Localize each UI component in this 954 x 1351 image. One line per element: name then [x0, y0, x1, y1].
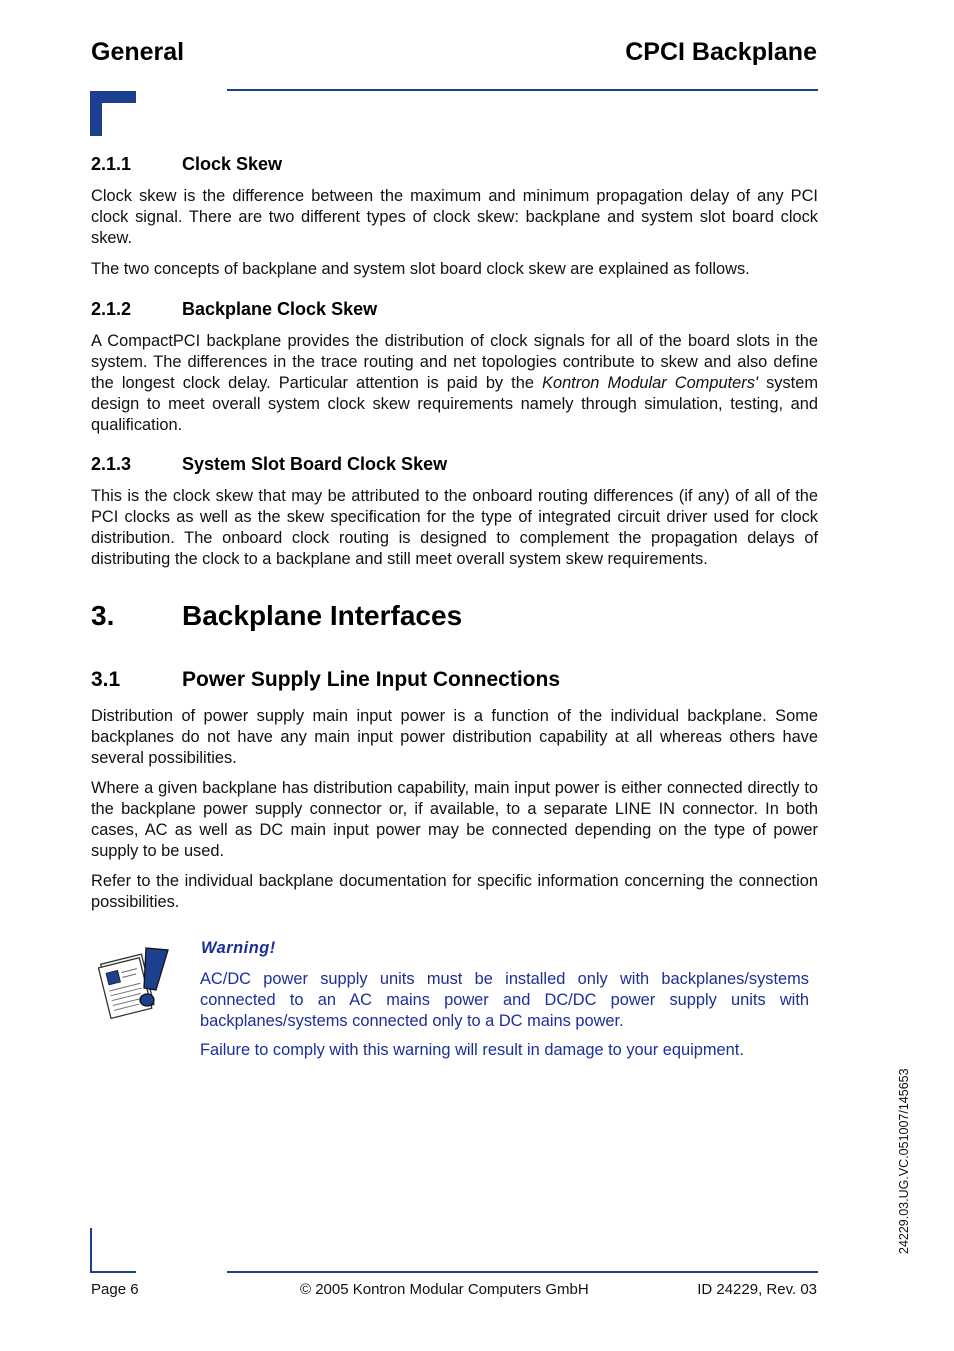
heading-power-supply-line-input: 3.1 Power Supply Line Input Connections [91, 668, 561, 691]
heading-backplane-clock-skew: 2.1.2 Backplane Clock Skew [91, 299, 378, 319]
footer-rule [227, 1271, 818, 1273]
warning-text-2: Failure to comply with this warning will result in damage to your equipment. [200, 1041, 744, 1059]
paragraph-clock-skew-1: Clock skew is the difference between the maximum and minimum propagation delay of any PCI clock signal. There are two different types of clock skew: backplane and system slot board clock skew. [91, 187, 818, 247]
corner-mark-top [90, 91, 136, 136]
company-name: Kontron Modular Computers' [542, 374, 759, 392]
footer-copyright: © 2005 Kontron Modular Computers GmbH [300, 1281, 589, 1298]
paragraph-clock-skew-2: The two concepts of backplane and system slot board clock skew are explained as follows. [91, 260, 750, 278]
paragraph-system-slot-clock-skew: This is the clock skew that may be attributed to the onboard routing differences (if any) of all of the PCI clocks as well as the skew specification for the type of integrated circuit driver used for clock distribution. The onboard clock routing is designed to complement the propagation delays of distributing the clock to a backplane and still meet overall system skew requirements. [91, 487, 818, 568]
corner-mark-bottom [90, 1228, 136, 1273]
footer-document-id: ID 24229, Rev. 03 [697, 1281, 817, 1298]
header-product: CPCI Backplane [625, 38, 817, 66]
paragraph-backplane-clock-skew: A CompactPCI backplane provides the distribution of clock signals for all of the board slots in the system. The differences in the trace routing and net topologies contribute to skew and also define the longest clock delay. Particular attention is paid by the Kontron Modular Computers' system design to meet overall system clock skew requirements namely through simulation, testing, and qualification. [91, 332, 818, 434]
warning-note-icon [98, 942, 176, 1022]
paragraph-power-supply-2: Where a given backplane has distribution capability, main input power is either connected directly to the backplane power supply connector or, if available, to a separate LINE IN connector. In both cases, AC as well as DC main input power may be connected depending on the type of power supply to be used. [91, 779, 818, 860]
header-rule [227, 89, 818, 91]
warning-text-1: AC/DC power supply units must be installed only with backplanes/systems connected to an AC mains power and DC/DC power supply units with backplanes/systems connected only to a DC mains power. [200, 970, 809, 1030]
paragraph-power-supply-1: Distribution of power supply main input power is a function of the individual backplane. Some backplanes do not have any main input power distribution capability at all whereas others have several possibilities. [91, 707, 818, 767]
heading-system-slot-clock-skew: 2.1.3 System Slot Board Clock Skew [91, 454, 448, 474]
heading-backplane-interfaces: 3. Backplane Interfaces [91, 600, 463, 631]
warning-title: Warning! [201, 939, 276, 957]
heading-clock-skew: 2.1.1 Clock Skew [91, 154, 283, 174]
footer-page-number: Page 6 [91, 1281, 139, 1298]
document-id-vertical: 24229.03.UG.VC.051007/145653 [897, 1068, 911, 1254]
header-chapter: General [91, 38, 185, 66]
paragraph-power-supply-3: Refer to the individual backplane documentation for specific information concerning the connection possibilities. [91, 872, 818, 911]
